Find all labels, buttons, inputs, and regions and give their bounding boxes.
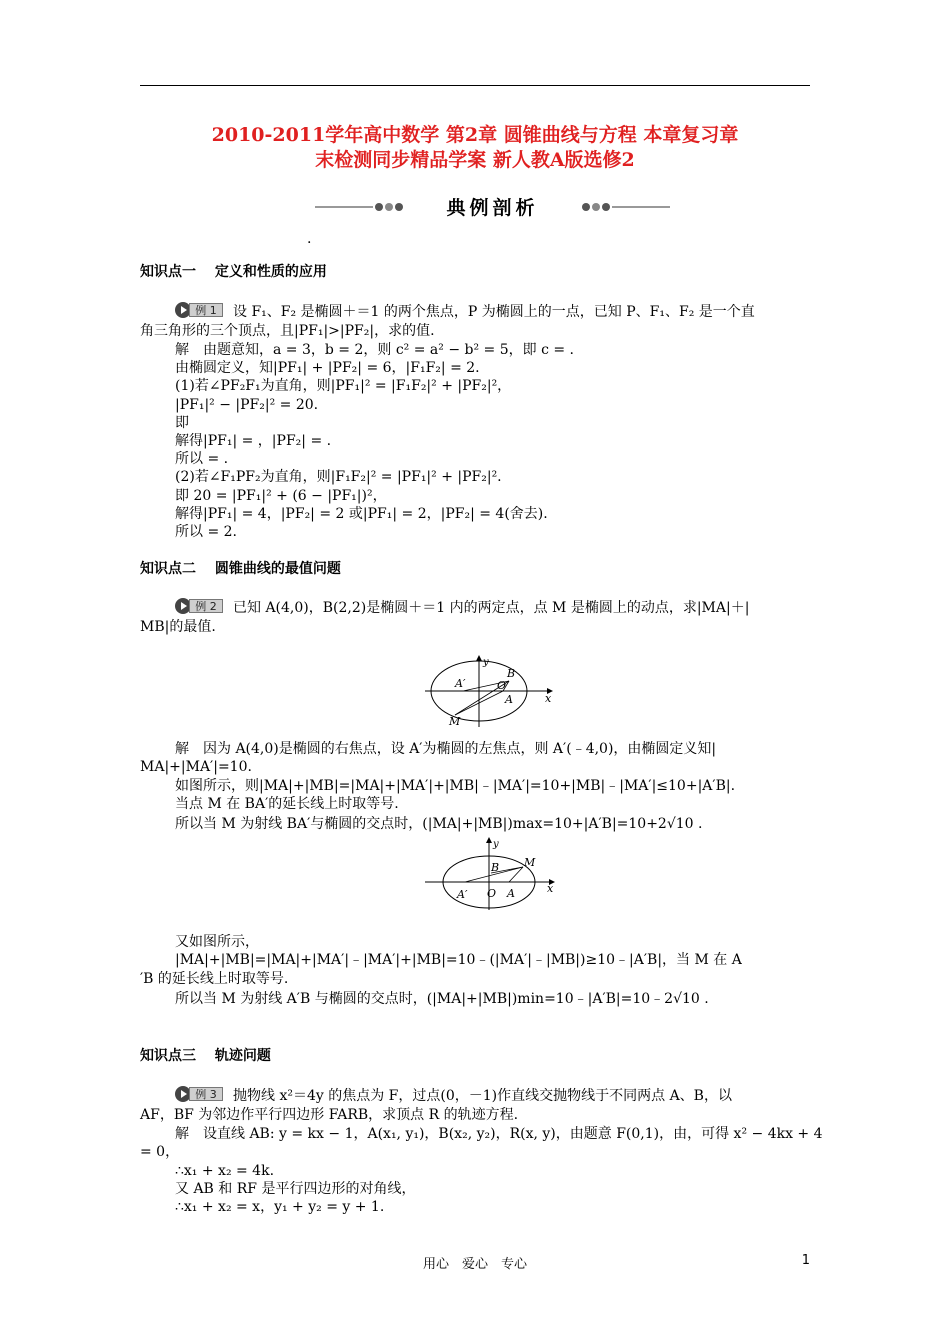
label-m: M <box>449 715 461 728</box>
label-m: M <box>524 856 536 869</box>
label-b: B <box>507 667 516 680</box>
label-y: y <box>483 657 489 668</box>
example-2-badge: 例 2 <box>175 598 223 614</box>
example-1-line-6: |PF₁|² − |PF₂|² = 20. <box>175 397 319 413</box>
label-x: x <box>545 692 552 705</box>
example-1-line-4: 由椭圆定义，知|PF₁| + |PF₂| = 6，|F₁F₂| = 2. <box>175 360 480 376</box>
example-1-line-12: 解得|PF₁| = 4，|PF₂| = 2 或|PF₁| = 2，|PF₂| = 4(舍去). <box>175 506 548 522</box>
example-3-line-4: = 0， <box>140 1144 180 1160</box>
example-2-line-10: ′B 的延长线上时取等号. <box>140 971 289 987</box>
footer-motto: 用心 爱心 专心 <box>422 1257 527 1272</box>
example-1-line-13: 所以 = 2. <box>175 524 237 540</box>
example-1-line-7: 即 <box>175 415 189 431</box>
ellipse-figure-1 <box>425 655 565 730</box>
example-2-line-6: 当点 M 在 BA′的延长线上时取等号. <box>175 796 399 812</box>
example-2-line-7: 所以当 M 为射线 BA′与椭圆的交点时，(|MA|+|MB|)max=10+|A′B|=10+2√10 . <box>175 816 703 832</box>
label-a: A <box>507 887 515 900</box>
example-2-line-8: 又如图所示， <box>175 934 259 950</box>
label-a: A <box>505 693 513 706</box>
document-title-line1: 2010-2011学年高中数学 第2章 圆锥曲线与方程 本章复习章 <box>211 124 739 146</box>
example-3-line-2: AF，BF 为邻边作平行四边形 FARB，求顶点 R 的轨迹方程. <box>140 1107 519 1123</box>
label-x: x <box>547 882 554 895</box>
example-1-line-3: 解 由题意知，a = 3，b = 2，则 c² = a² − b² = 5，即 c = . <box>175 342 574 358</box>
example-1-line-8: 解得|PF₁| = ，|PF₂| = . <box>175 433 332 449</box>
example-2-line-3: 解 因为 A(4,0)是椭圆的右焦点，设 A′为椭圆的左焦点，则 A′(﹣4,0)，由椭圆定义知| <box>175 741 717 757</box>
banner-title: 典例剖析 <box>446 197 539 219</box>
y-arrow <box>486 837 492 843</box>
example-1-line-2: 角三角形的三个顶点，且|PF₁|>|PF₂|，求的值. <box>140 323 435 339</box>
ellipse-figure-2 <box>425 835 565 910</box>
header-rule <box>140 85 810 86</box>
stray-dot: . <box>307 231 312 247</box>
label-o: O <box>497 679 507 692</box>
example-1-line-5: (1)若∠PF₂F₁为直角，则|PF₁|² = |F₁F₂|² + |PF₂|²， <box>175 378 512 394</box>
example-3-line-5: ∴x₁ + x₂ = 4k. <box>175 1163 275 1179</box>
document-title-line2: 末检测同步精品学案 新人教A版选修2 <box>315 149 635 171</box>
page-number: 1 <box>801 1253 810 1268</box>
example-2-line-5: 如图所示，则|MA|+|MB|=|MA|+|MA′|+|MB|﹣|MA′|=10+|MB|﹣|MA′|≤10+|A′B|. <box>175 778 736 794</box>
section-heading-1: 知识点一 定义和性质的应用 <box>140 264 327 280</box>
label-y: y <box>493 839 499 850</box>
section-heading-3: 知识点三 轨迹问题 <box>140 1048 271 1064</box>
label-a-prime: A′ <box>457 888 468 901</box>
example-2-line-9: |MA|+|MB|=|MA|+|MA′|﹣|MA′|+|MB|=10﹣(|MA′|﹣|MB|)≥10﹣|A′B|，当 M 在 A <box>175 952 742 968</box>
example-3-line-3: 解 设直线 AB: y = kx − 1，A(x₁, y₁)，B(x₂, y₂)，R(x, y)，由题意 F(0,1)，由，可得 x² − 4kx + 4 <box>175 1126 823 1142</box>
example-1-line-1: 例 1 设 F₁、F₂ 是椭圆＋＝1 的两个焦点，P 为椭圆上的一点，已知 P、F₁、F₂ 是一个直 <box>140 302 845 321</box>
label-a-prime: A′ <box>455 677 466 690</box>
y-arrow <box>476 655 482 661</box>
label-b: B <box>491 861 500 874</box>
example-3-line-1: 例 3 抛物线 x²＝4y 的焦点为 F，过点(0，－1)作直线交抛物线于不同两点 A、B，以 <box>140 1086 845 1105</box>
label-o: O <box>487 887 497 900</box>
example-3-line-7: ∴x₁ + x₂ = x，y₁ + y₂ = y + 1. <box>175 1199 385 1215</box>
section-banner <box>315 193 670 221</box>
example-1-line-9: 所以 = . <box>175 451 229 467</box>
example-2-line-2: MB|的最值. <box>140 619 216 635</box>
example-1-line-11: 即 20 = |PF₁|² + (6 − |PF₁|)²， <box>175 488 387 504</box>
example-2-line-11: 所以当 M 为射线 A′B 与椭圆的交点时，(|MA|+|MB|)min=10﹣|A′B|=10﹣2√10 . <box>175 991 709 1007</box>
example-1-badge: 例 1 <box>175 302 223 318</box>
example-1-line-10: (2)若∠F₁PF₂为直角，则|F₁F₂|² = |PF₁|² + |PF₂|². <box>175 469 502 485</box>
example-3-badge: 例 3 <box>175 1086 223 1102</box>
example-2-line-1: 例 2 已知 A(4,0)，B(2,2)是椭圆＋＝1 内的两定点，点 M 是椭圆上的动点，求|MA|＋| <box>140 598 845 617</box>
section-heading-2: 知识点二 圆锥曲线的最值问题 <box>140 561 341 577</box>
example-2-line-4: MA|+|MA′|=10. <box>140 759 252 775</box>
example-3-line-6: 又 AB 和 RF 是平行四边形的对角线， <box>175 1181 416 1197</box>
